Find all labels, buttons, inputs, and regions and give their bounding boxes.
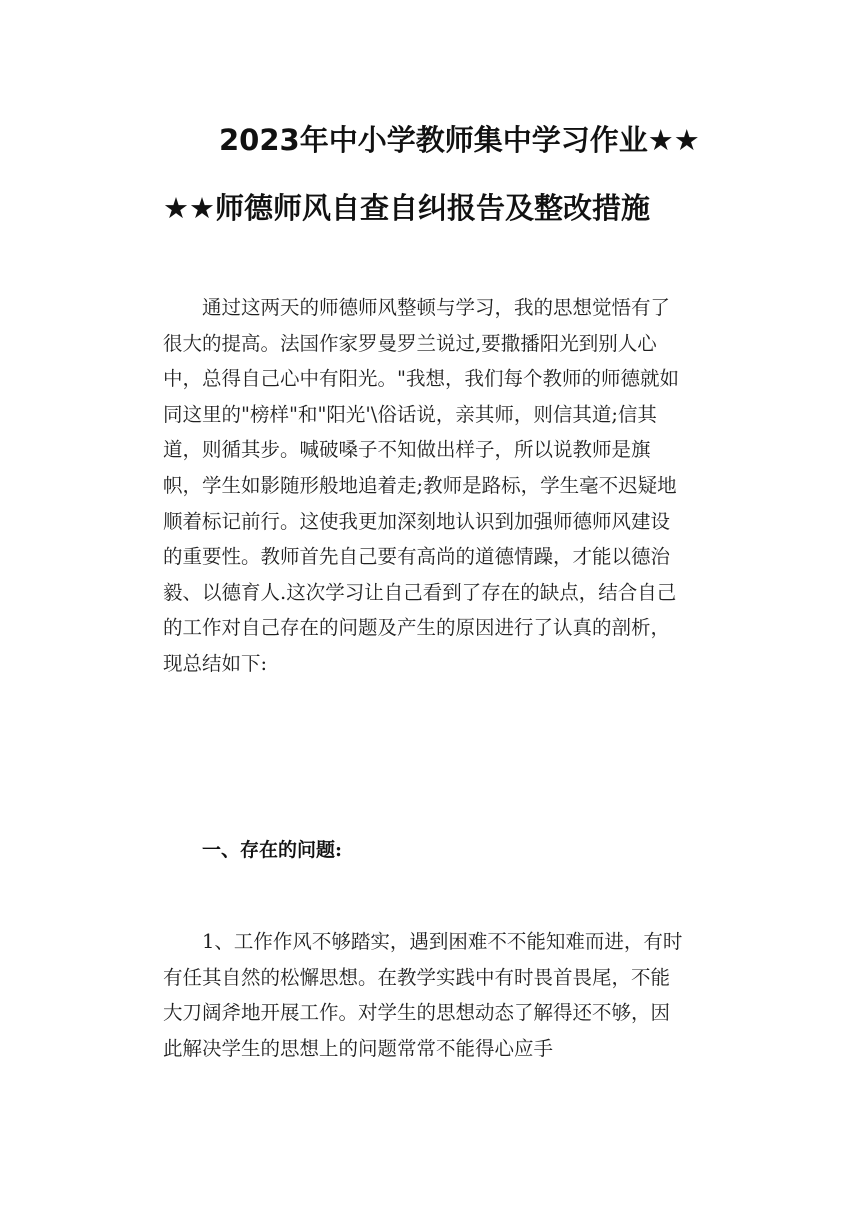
intro-paragraph	[163, 290, 698, 682]
document-title-line-1: 2023年中小学教师集中学习作业★★	[219, 123, 700, 157]
paragraph-line: 的重要性。教师首先自己要有高尚的道德情躁，才能以德治	[163, 545, 671, 569]
paragraph-line: 同这里的"榜样"和"阳光'\俗话说，亲其师，则信其道;信其	[163, 402, 657, 426]
section-heading: 一、存在的问题:	[202, 839, 343, 861]
paragraph-line: 很大的提高。法国作家罗曼罗兰说过,要撒播阳光到别人心	[163, 331, 657, 355]
paragraph-line: 有任其自然的松懈思想。在教学实践中有时畏首畏尾，不能	[163, 965, 671, 989]
paragraph-line: 通过这两天的师德师风整顿与学习，我的思想觉悟有了	[202, 296, 671, 319]
paragraph-line: 顺着标记前行。这使我更加深刻地认识到加强师德师风建设	[163, 509, 671, 533]
paragraph-line: 1、工作作风不够踏实，遇到困难不不能知难而进，有时	[202, 930, 683, 953]
paragraph-line: 帜，学生如影随形般地追着走;教师是路标，学生毫不迟疑地	[163, 473, 677, 497]
paragraph-line: 此解决学生的思想上的问题常常不能得心应手	[163, 1036, 554, 1060]
paragraph-line: 道，则循其步。喊破嗓子不知做出样子，所以说教师是旗	[163, 438, 651, 462]
paragraph-line: 的工作对自己存在的问题及产生的原因进行了认真的剖析，	[163, 616, 671, 640]
paragraph-line: 毅、以德育人.这次学习让自己看到了存在的缺点，结合自己	[163, 580, 677, 604]
document-title-line-2: ★★师德师风自查自纠报告及整改措施	[163, 191, 650, 225]
issue-paragraph	[163, 924, 698, 1066]
paragraph-line: 中，总得自己心中有阳光。"我想，我们每个教师的师德就如	[163, 367, 679, 391]
paragraph-line: 大刀阔斧地开展工作。对学生的思想动态了解得还不够，因	[163, 1001, 671, 1025]
paragraph-line: 现总结如下:	[163, 651, 268, 675]
